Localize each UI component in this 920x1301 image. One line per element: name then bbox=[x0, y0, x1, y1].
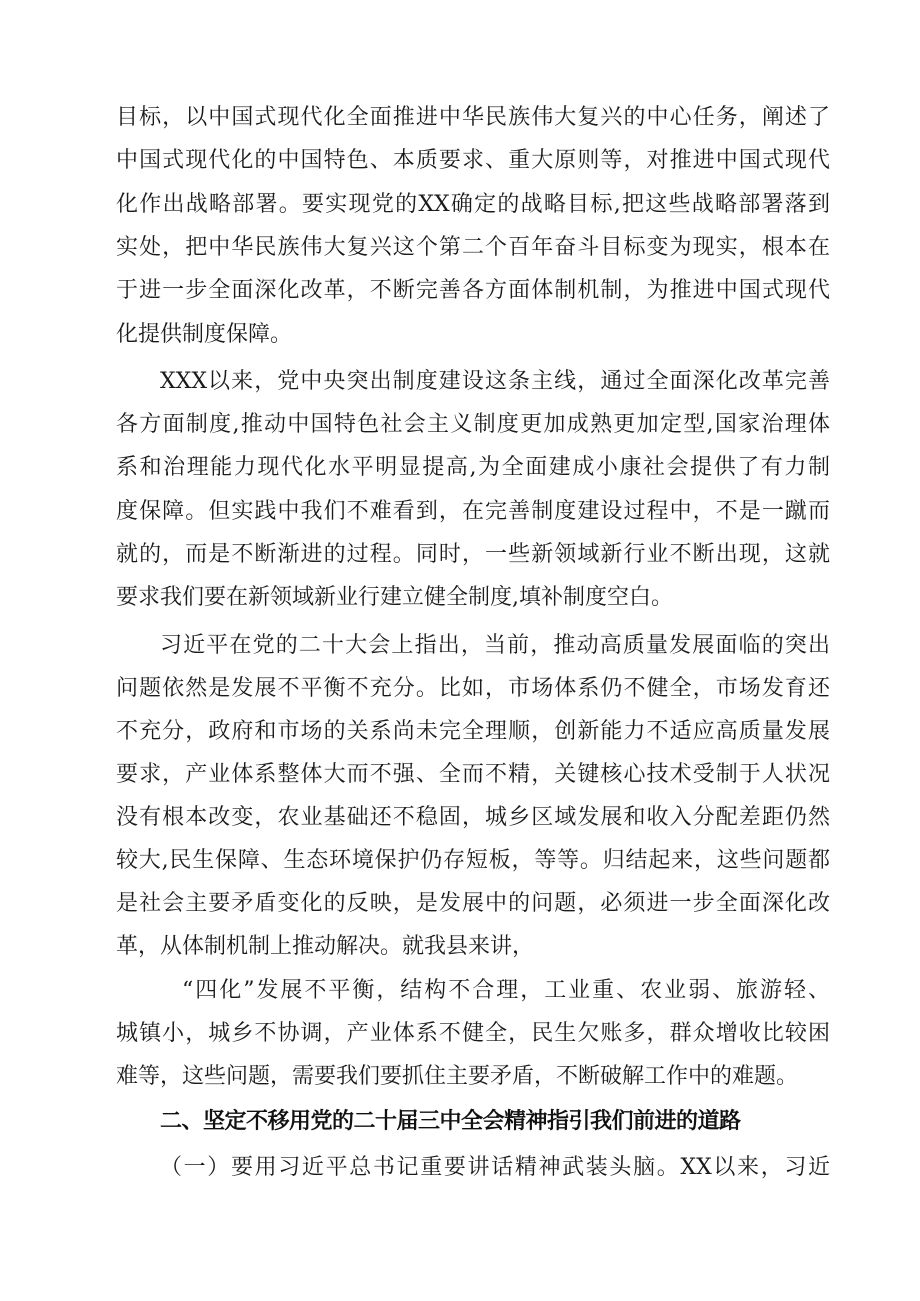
paragraph-3-line-4: 要求，产业体系整体大而不强、全而不精，关键核心技术受制于人状况 bbox=[116, 762, 830, 787]
paragraph-3-line-8: 革，从体制机制上推动解决。就我县来讲， bbox=[116, 934, 535, 959]
paragraph-3-line-1: 习近平在党的二十大会上指出，当前，推动高质量发展面临的突出 bbox=[160, 633, 830, 658]
paragraph-1-line-4: 实处，把中华民族伟大复兴这个第二个百年奋斗目标变为现实，根本在 bbox=[116, 235, 830, 260]
paragraph-4-line-3: 难等，这些问题，需要我们要抓住主要矛盾，不断破解工作中的难题。 bbox=[116, 1064, 799, 1089]
paragraph-1-line-1: 目标，以中国式现代化全面推进中华民族伟大复兴的中心任务，阐述了 bbox=[116, 105, 830, 130]
section-heading: 二、坚定不移用党的二十届三中全会精神指引我们前进的道路 bbox=[160, 1109, 741, 1134]
paragraph-3-line-2: 问题依然是发展不平衡不充分。比如，市场体系仍不健全，市场发育还 bbox=[116, 676, 830, 701]
paragraph-2-line-5: 就的，而是不断渐进的过程。同时，一些新领域新行业不断出现，这就 bbox=[116, 542, 830, 567]
paragraph-4-line-1: “四化”发展不平衡，结构不合理，工业重、农业弱、旅游轻、 bbox=[182, 978, 830, 1003]
paragraph-1-line-2: 中国式现代化的中国特色、本质要求、重大原则等，对推进中国式现代 bbox=[116, 148, 830, 173]
paragraph-3-line-5: 没有根本改变，农业基础还不稳固，城乡区域发展和收入分配差距仍然 bbox=[116, 805, 830, 830]
paragraph-1-line-6: 化提供制度保障。 bbox=[116, 322, 293, 347]
paragraph-2-line-1: XXX以来，党中央突出制度建设这条主线，通过全面深化改革完善 bbox=[160, 369, 830, 394]
paragraph-2-line-4: 度保障。但实践中我们不难看到，在完善制度建设过程中，不是一蹴而 bbox=[116, 499, 830, 524]
paragraph-3-line-7: 是社会主要矛盾变化的反映，是发展中的问题，必须进一步全面深化改 bbox=[116, 891, 830, 916]
subsection-first-line: （一）要用习近平总书记重要讲话精神武装头脑。XX以来，习近 bbox=[160, 1155, 830, 1180]
paragraph-3-line-6: 较大,民生保障、生态环境保护仍存短板，等等。归结起来，这些问题都 bbox=[116, 848, 830, 873]
paragraph-1-line-5: 于进一步全面深化改革，不断完善各方面体制机制，为推进中国式现代 bbox=[116, 278, 830, 303]
paragraph-4-line-2: 城镇小，城乡不协调，产业体系不健全，民生欠账多，群众增收比较困 bbox=[116, 1021, 830, 1046]
paragraph-2-line-3: 系和治理能力现代化水平明显提高,为全面建成小康社会提供了有力制 bbox=[116, 455, 830, 480]
paragraph-2-line-6: 要求我们要在新领域新业行建立健全制度,填补制度空白。 bbox=[116, 585, 673, 610]
paragraph-2-line-2: 各方面制度,推动中国特色社会主义制度更加成熟更加定型,国家治理体 bbox=[116, 412, 830, 437]
paragraph-1-line-3: 化作出战略部署。要实现党的XX确定的战略目标,把这些战略部署落到 bbox=[116, 192, 830, 217]
paragraph-3-line-3: 不充分，政府和市场的关系尚未完全理顺，创新能力不适应高质量发展 bbox=[116, 719, 830, 744]
